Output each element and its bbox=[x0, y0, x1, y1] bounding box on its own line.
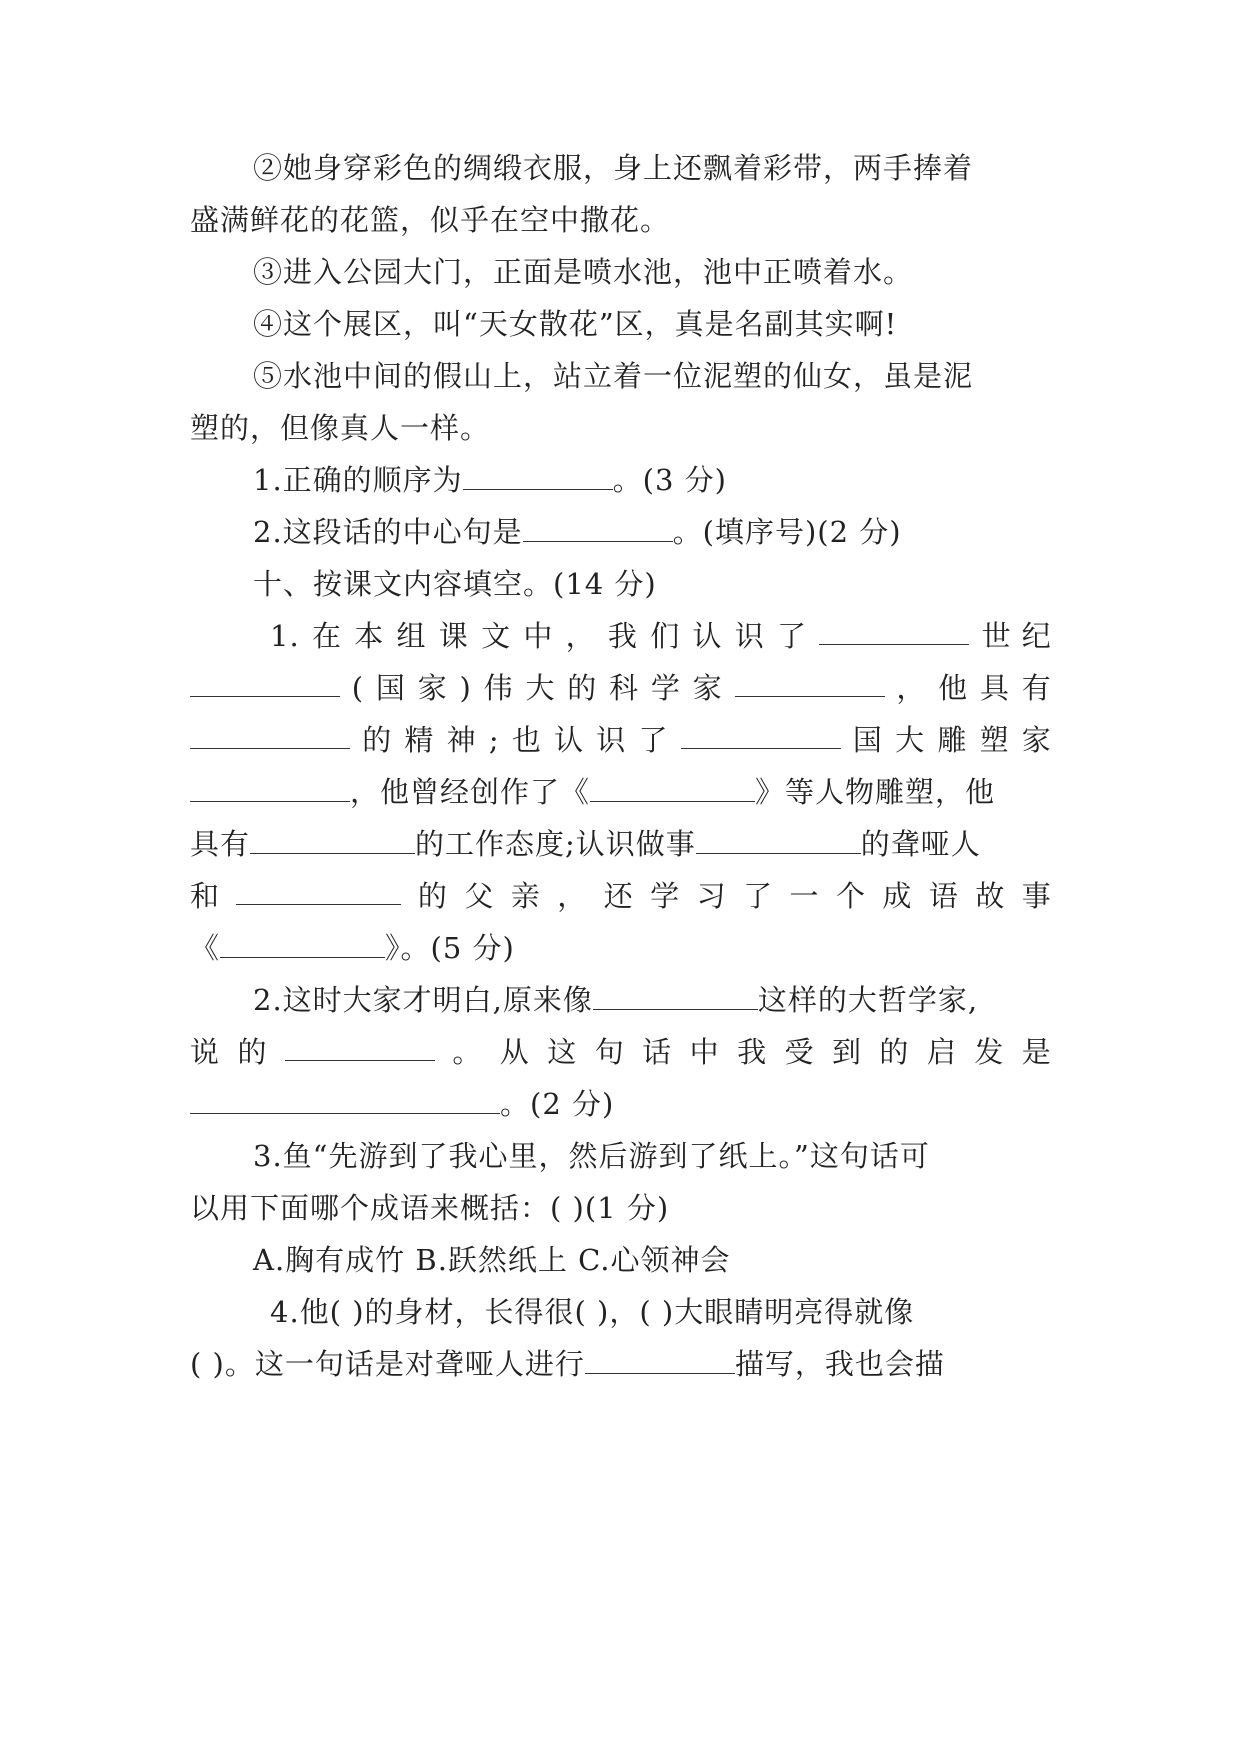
text-char: 了 bbox=[638, 723, 669, 757]
text-char: 学 bbox=[650, 671, 681, 705]
text-char: 家 bbox=[1021, 723, 1052, 757]
text-char: 了 bbox=[777, 619, 808, 653]
text-char: 的 bbox=[237, 1035, 268, 1069]
text-char: 说 bbox=[190, 1035, 221, 1069]
text-char: 认 bbox=[692, 619, 723, 653]
fill-q1-line-2 bbox=[190, 668, 1052, 708]
text-char: 个 bbox=[835, 879, 866, 913]
text-char: 本 bbox=[354, 619, 385, 653]
fill-q2-line-1 bbox=[253, 980, 1052, 1020]
text-char: 学 bbox=[650, 879, 681, 913]
answer-blank[interactable] bbox=[250, 825, 415, 854]
text-char: 成 bbox=[882, 879, 913, 913]
text-char: 大 bbox=[525, 671, 556, 705]
text-char: 故 bbox=[975, 879, 1006, 913]
section-10-heading: 十、按课文内容填空。(14 分) bbox=[253, 567, 657, 601]
text-char: 发 bbox=[974, 1035, 1005, 1069]
text-char: 话 bbox=[642, 1035, 673, 1069]
answer-blank[interactable] bbox=[585, 1345, 735, 1374]
text-char: 国 bbox=[852, 723, 883, 757]
answer-blank[interactable] bbox=[190, 668, 340, 697]
question-text: 的聋哑人 bbox=[860, 827, 981, 861]
text-char: ， bbox=[896, 671, 927, 705]
fill-q3-line-2: 以用下面哪个成语来概括：( )(1 分) bbox=[190, 1191, 670, 1225]
text-char: 句 bbox=[594, 1035, 625, 1069]
fill-q3-line-1: 3.鱼“先游到了我心里，然后游到了纸上。”这句话可 bbox=[253, 1139, 930, 1173]
answer-blank[interactable] bbox=[190, 773, 350, 802]
text-char: ， bbox=[557, 879, 588, 913]
text-char: 中 bbox=[523, 619, 554, 653]
answer-blank[interactable] bbox=[593, 981, 758, 1010]
sentence-2-line-2: 盛满鲜花的花篮，似乎在空中撒花。 bbox=[190, 203, 671, 237]
text-char: 识 bbox=[734, 619, 765, 653]
fill-q2-line-3 bbox=[190, 1084, 1052, 1124]
text-char: 和 bbox=[190, 879, 221, 913]
text-char: 这 bbox=[547, 1035, 578, 1069]
question-text: ( )。这一句话是对聋哑人进行 bbox=[190, 1347, 585, 1381]
answer-blank[interactable] bbox=[523, 513, 673, 542]
question-text: ，他曾经创作了《 bbox=[350, 775, 591, 809]
fill-q1-line-7 bbox=[190, 928, 1052, 968]
text-char: 1. bbox=[270, 619, 300, 653]
text-char: 父 bbox=[464, 879, 495, 913]
order-question-1 bbox=[253, 460, 1052, 500]
text-char: ) bbox=[459, 671, 472, 705]
text-char: 我 bbox=[737, 1035, 768, 1069]
fill-q1-line-1 bbox=[270, 616, 1052, 656]
question-text: 2.这段话的中心句是 bbox=[253, 515, 523, 549]
sentence-5-line-2: 塑的，但像真人一样。 bbox=[190, 411, 491, 445]
text-char: 事 bbox=[1021, 879, 1052, 913]
question-score: 。(3 分) bbox=[612, 463, 727, 497]
fill-q4-line-1: 4.他( )的身材，长得很( )，( )大眼睛明亮得就像 bbox=[270, 1295, 915, 1329]
text-char: 神 bbox=[446, 723, 477, 757]
text-char: 从 bbox=[499, 1035, 530, 1069]
sentence-4: ④这个展区，叫“天女散花”区，真是名副其实啊! bbox=[253, 307, 898, 341]
answer-blank[interactable] bbox=[735, 668, 885, 697]
text-char: 习 bbox=[696, 879, 727, 913]
answer-blank[interactable] bbox=[285, 1032, 435, 1061]
text-char: 家 bbox=[417, 671, 448, 705]
text-char: 也 bbox=[511, 723, 542, 757]
text-char: 组 bbox=[396, 619, 427, 653]
text-char: 在 bbox=[311, 619, 342, 653]
question-text: 1.正确的顺序为 bbox=[253, 463, 463, 497]
text-char: 具 bbox=[979, 671, 1010, 705]
fill-q3-options: A.胸有成竹 B.跃然纸上 C.心领神会 bbox=[253, 1243, 731, 1277]
answer-blank[interactable] bbox=[236, 876, 401, 905]
question-score: 》。(5 分) bbox=[385, 931, 515, 965]
answer-blank[interactable] bbox=[696, 825, 861, 854]
question-score: 。(2 分) bbox=[500, 1087, 615, 1121]
text-char: 有 bbox=[1021, 671, 1052, 705]
question-score: 。(填序号)(2 分) bbox=[672, 515, 902, 549]
order-question-2 bbox=[253, 512, 1052, 552]
text-char: 到 bbox=[831, 1035, 862, 1069]
question-text: 《 bbox=[190, 931, 221, 965]
question-text: 这样的大哲学家, bbox=[757, 983, 979, 1017]
answer-blank[interactable] bbox=[220, 929, 385, 958]
question-text: 具有 bbox=[190, 827, 251, 861]
text-char: 我 bbox=[607, 619, 638, 653]
text-char: 塑 bbox=[979, 723, 1010, 757]
question-text: 的工作态度;认识做事 bbox=[415, 827, 696, 861]
text-char: 雕 bbox=[937, 723, 968, 757]
sentence-3: ③进入公园大门，正面是喷水池，池中正喷着水。 bbox=[253, 255, 914, 289]
sentence-5-line-1: ⑤水池中间的假山上，站立着一位泥塑的仙女，虽是泥 bbox=[253, 359, 974, 393]
fill-q4-line-2 bbox=[190, 1344, 1052, 1384]
text-char: 们 bbox=[650, 619, 681, 653]
text-char: 的 bbox=[879, 1035, 910, 1069]
text-char: 科 bbox=[609, 671, 640, 705]
text-char: 大 bbox=[895, 723, 926, 757]
text-char: ， bbox=[565, 619, 596, 653]
text-char: 启 bbox=[926, 1035, 957, 1069]
fill-q1-line-5 bbox=[190, 824, 1052, 864]
text-char: 家 bbox=[692, 671, 723, 705]
text-char: 语 bbox=[928, 879, 959, 913]
fill-q2-line-2 bbox=[190, 1032, 1052, 1072]
answer-blank[interactable] bbox=[190, 1085, 500, 1114]
text-char: 世 纪 bbox=[981, 619, 1052, 653]
text-char: 亲 bbox=[510, 879, 541, 913]
question-text: 》等人物雕塑，他 bbox=[755, 775, 996, 809]
text-char: 的 bbox=[362, 723, 393, 757]
text-char: 精 bbox=[404, 723, 435, 757]
text-char: 中 bbox=[689, 1035, 720, 1069]
text-char: 识 bbox=[596, 723, 627, 757]
text-char: 的 bbox=[417, 879, 448, 913]
text-char: 认 bbox=[554, 723, 585, 757]
answer-blank[interactable] bbox=[463, 461, 613, 490]
text-char: 课 bbox=[438, 619, 469, 653]
fill-q1-line-3 bbox=[190, 720, 1052, 760]
fill-q1-line-6 bbox=[190, 876, 1052, 916]
answer-blank[interactable] bbox=[681, 720, 841, 749]
question-text: 描写，我也会描 bbox=[734, 1347, 945, 1381]
text-char: 是 bbox=[1021, 1035, 1052, 1069]
text-char: ; bbox=[488, 723, 500, 757]
fill-q1-line-4 bbox=[190, 772, 1052, 812]
text-char: 。 bbox=[452, 1035, 483, 1069]
text-char: 了 bbox=[743, 879, 774, 913]
answer-blank[interactable] bbox=[590, 773, 755, 802]
question-text: 2.这时大家才明白,原来像 bbox=[253, 983, 593, 1017]
text-char: 伟 bbox=[483, 671, 514, 705]
text-char: 的 bbox=[567, 671, 598, 705]
text-char: 文 bbox=[481, 619, 512, 653]
answer-blank[interactable] bbox=[190, 720, 350, 749]
answer-blank[interactable] bbox=[819, 616, 969, 645]
text-char: 他 bbox=[938, 671, 969, 705]
text-char: 一 bbox=[789, 879, 820, 913]
sentence-2-line-1: ②她身穿彩色的绸缎衣服，身上还飘着彩带，两手捧着 bbox=[253, 151, 974, 185]
text-char: ( bbox=[351, 671, 365, 705]
text-char: 还 bbox=[603, 879, 634, 913]
text-char: 国 bbox=[375, 671, 406, 705]
text-char: 受 bbox=[784, 1035, 815, 1069]
